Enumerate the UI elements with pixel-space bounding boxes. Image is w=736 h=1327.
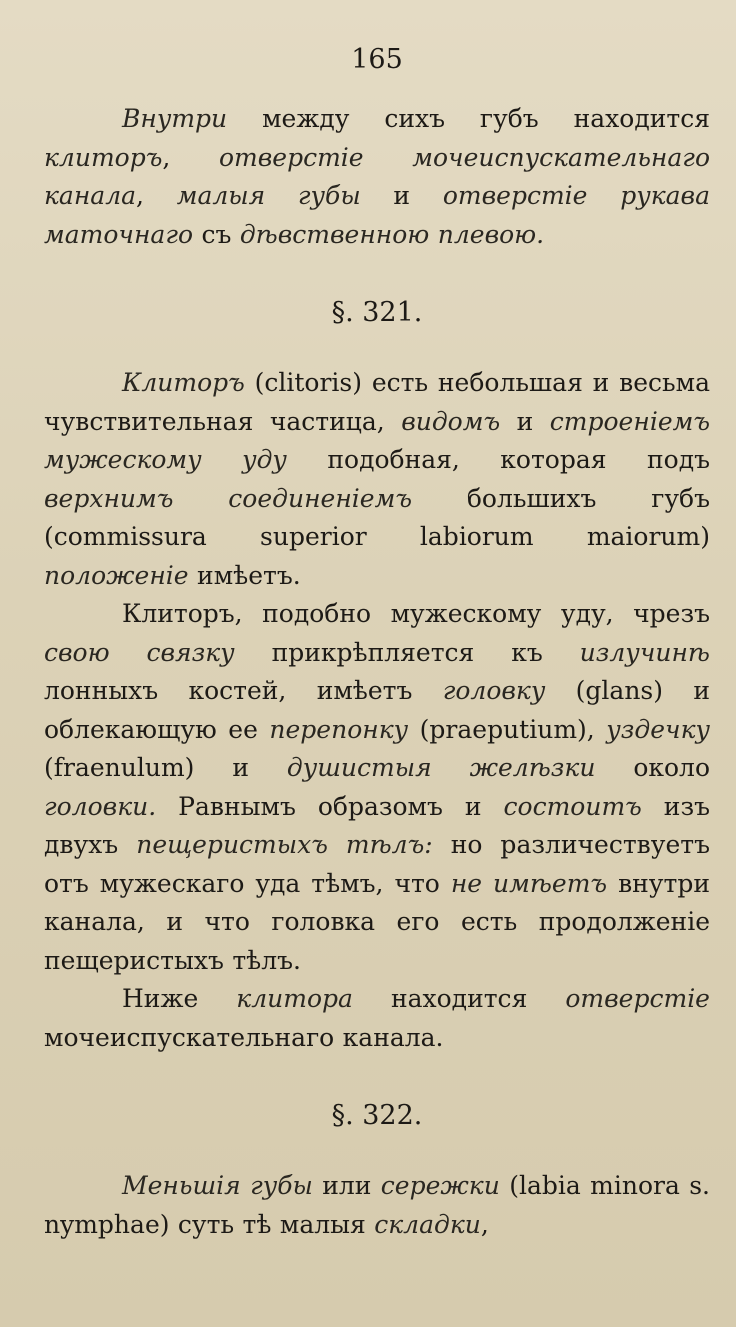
page-number: 165 (351, 44, 403, 75)
italic-term: верхнимъ соединеніемъ (44, 483, 412, 513)
paragraph-4 (44, 980, 710, 1057)
italic-term: отверстіе (565, 984, 710, 1013)
text-run: , (480, 1209, 489, 1239)
italic-term: пещеристыхъ тѣлъ: (136, 830, 433, 859)
text-run: прикрѣпляется къ (234, 637, 580, 667)
text-run: большихъ губъ (commissura superior labiorum maiorum) (44, 483, 710, 551)
italic-term: головку (442, 676, 546, 705)
italic-term: положеніе (44, 560, 189, 590)
text-run: Клиторъ, подобно мужескому уду, чрезъ (122, 599, 710, 628)
paragraph-3 (44, 595, 710, 980)
text-run: подобная, которая подъ (286, 445, 710, 474)
text-run: (clitoris) есть небольшая и весьма чувствительная частица, (44, 368, 710, 436)
text-run: между сихъ губъ находится (227, 104, 710, 133)
text-run: лонныхъ костей, имѣетъ (44, 676, 443, 705)
italic-term: перепонку (269, 714, 409, 744)
italic-term: складки (374, 1209, 481, 1239)
text-run: и (360, 181, 443, 210)
section-heading-321: §. 321. (331, 297, 423, 328)
italic-term: строеніемъ мужескому уду (44, 406, 711, 474)
italic-term: дѣвственною плевою. (239, 219, 545, 249)
paragraph-2 (44, 364, 710, 595)
text-run: мочеиспускательнаго канала. (44, 1022, 444, 1052)
italic-term: головки. (44, 791, 157, 821)
italic-term: излучинѣ (579, 637, 710, 667)
italic-term: уздечку (606, 714, 710, 744)
text-run: Равнымъ образомъ и (156, 791, 504, 821)
italic-term: отверстіе рукава маточнаго (44, 181, 710, 249)
italic-term: Клиторъ (122, 368, 245, 397)
text-run: Ниже (122, 984, 237, 1013)
italic-term: Внутри (122, 104, 228, 133)
text-run: находится (352, 984, 566, 1013)
text-run: , (136, 181, 177, 210)
paragraph-5 (44, 1167, 710, 1244)
text-run: (labia minora s. nymphae) суть тѣ малыя (44, 1171, 711, 1239)
text-run: съ (193, 219, 240, 249)
paragraph-1 (44, 100, 710, 254)
italic-term: клиторъ (44, 142, 163, 172)
italic-term: Меньшія губы (122, 1171, 313, 1200)
text-run: но различествуетъ отъ мужескаго уда тѣмъ, что (44, 830, 710, 898)
italic-term: душистыя желѣзки (286, 753, 596, 782)
text-run: внутри канала, и что головка его есть продолженіе пещеристыхъ тѣлъ. (44, 868, 711, 975)
italic-term: клитора (236, 984, 353, 1013)
text-run: или (312, 1171, 381, 1200)
italic-term: не имѣетъ (450, 868, 608, 898)
italic-term: свою связку (44, 637, 235, 667)
italic-term: состоитъ (503, 791, 642, 821)
italic-term: сережки (380, 1171, 500, 1200)
text-run: (praeputium), (408, 714, 607, 744)
text-run: около (595, 753, 710, 782)
text-run: (fraenulum) и (44, 753, 287, 782)
italic-term: малыя губы (176, 181, 361, 210)
italic-term: видомъ (401, 406, 501, 436)
text-run: изъ двухъ (44, 791, 710, 859)
section-heading-322: §. 322. (331, 1100, 423, 1131)
text-run: и (500, 406, 550, 436)
text-run: , (162, 142, 219, 172)
text-run: имѣетъ. (188, 560, 301, 590)
text-run: (glans) и облекающую ее (44, 676, 710, 744)
italic-term: отверстіе мочеиспускательнаго канала (44, 142, 710, 210)
